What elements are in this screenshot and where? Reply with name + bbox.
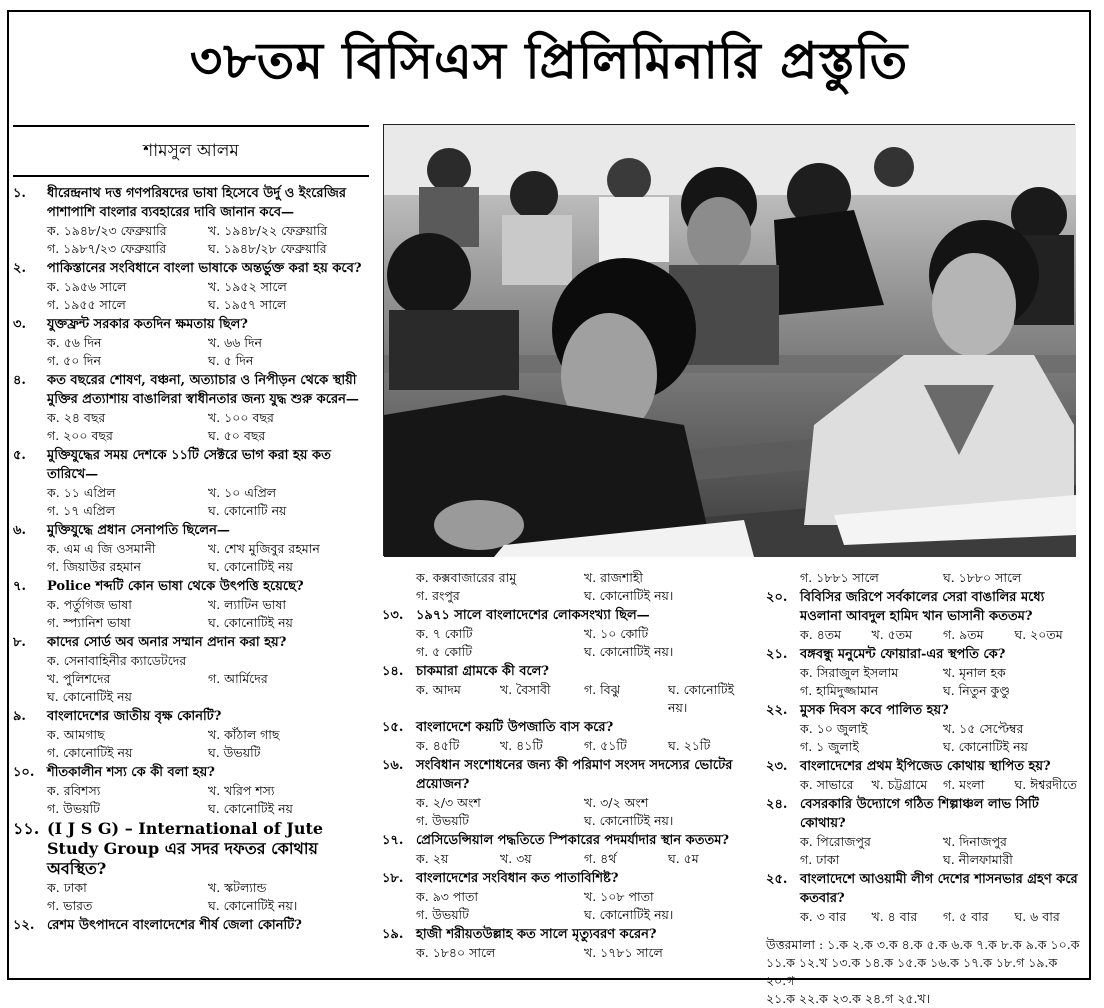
- question-12: ১২. রেশম উৎপাদনে বাংলাদেশের শীর্ষ জেলা কোনটি?: [13, 918, 302, 933]
- question-2: ২. পাকিস্তানের সংবিধানে বাংলা ভাষাকে অন্তর্ভুক্ত করা হয় কবে?: [13, 261, 362, 276]
- question-11: ১১. (I J S G) – International of Jute Study Group এর সদর দফতর কোথায় অবস্থিত?: [13, 819, 324, 878]
- author-byline: শামসুল আলম: [13, 125, 369, 177]
- question-7: ৭. Police শব্দটি কোন ভাষা থেকে উৎপত্তি হয়েছে?: [13, 579, 304, 594]
- question-6: ৬. মুক্তিযুদ্ধে প্রধান সেনাপতি ছিলেন—: [13, 523, 230, 538]
- question-24-options: ক. পিরোজপুর খ. দিনাজপুর গ. ঢাকা ঘ. নীলফামারী: [800, 834, 1013, 867]
- question-22: ২২. মুসক দিবস কবে পালিত হয়?: [766, 703, 949, 718]
- column-left: [13, 184, 369, 935]
- answer-key-line-2: ১১.ক ১২.খ ১৩.ক ১৪.ক ১৫.ক ১৬.ক ১৭.ক ১৮.গ ১৯.ক ২০.গ: [766, 955, 1058, 988]
- question-4: ৪. কত বছরের শোষণ, বঞ্চনা, অত্যাচার ও নিপীড়ন থেকে স্থায়ী মুক্তির প্রত্যাশায় বাঙালিরা স্বাধীনতার জন্য যুদ্ধ শুরু করেন—: [13, 373, 359, 407]
- question-24: ২৪. বেসরকারি উদ্যোগে গঠিত শিল্পাঞ্চল লাভ সিটি কোথায়?: [766, 797, 1039, 831]
- question-5-options: ক. ১১ এপ্রিল খ. ১০ এপ্রিল গ. ১৭ এপ্রিল ঘ. কোনোটি নয়: [47, 485, 287, 518]
- question-7-options: ক. পর্তুগিজ ভাষা খ. ল্যাটিন ভাষা গ. স্প্যানিশ ভাষা ঘ. কোনোটিই নয়: [47, 597, 293, 630]
- question-20-options: ক. ৪তম খ. ৫তম গ. ৯তম ঘ. ২০তম: [800, 627, 1063, 642]
- question-17-options: ক. ২য় খ. ৩য় গ. ৪র্থ ঘ. ৫ম: [416, 851, 699, 866]
- question-8: ৮. কাদের সোর্ড অব অনার সম্মান প্রদান করা হয়?: [13, 635, 287, 650]
- exam-hall-photo-graphic: [384, 125, 1076, 557]
- question-13-options: ক. ৭ কোটি খ. ১০ কোটি গ. ৫ কোটি ঘ. কোনোটিই নয়।: [416, 626, 674, 659]
- question-25: ২৫. বাংলাদেশে আওয়ামী লীগ দেশের শাসনভার গ্রহণ করে কতবার?: [766, 872, 1078, 906]
- question-10: ১০. শীতকালীন শস্য কে কী বলা হয়?: [13, 765, 215, 780]
- question-18-options: ক. ৯৩ পাতা খ. ১০৮ পাতা গ. উভয়টি ঘ. কোনোটিই নয়।: [416, 889, 674, 922]
- question-8-options-bc: খ. পুলিশদের গ. আর্মিদের: [47, 671, 268, 686]
- question-2-options: ক. ১৯৫৬ সালে খ. ১৯৫২ সালে গ. ১৯৫৫ সালে ঘ. ১৯৫৭ সালে: [47, 279, 287, 312]
- question-21-options: ক. সিরাজুল ইসলাম খ. মৃনাল হক গ. হামিদুজ্জামান ঘ. নিতুন কুণ্ডু: [800, 665, 1010, 698]
- question-25-options: ক. ৩ বার খ. ৪ বার গ. ৫ বার ঘ. ৬ বার: [800, 909, 1060, 924]
- question-3: ৩. যুক্তফ্রন্ট সরকার কতদিন ক্ষমতায় ছিল?: [13, 317, 248, 332]
- question-17: ১৭. প্রেসিডেন্সিয়াল পদ্ধতিতে স্পিকারের পদমর্যাদার স্থান কততম?: [382, 833, 730, 848]
- question-16: ১৬. সংবিধান সংশোধনের জন্য কী পরিমাণ সংসদ সদস্যের ভোটের প্রয়োজন?: [382, 758, 733, 792]
- question-5: ৫. মুক্তিযুদ্ধের সময় দেশকে ১১টি সেক্টরে ভাগ করা হয় কত তারিখে—: [13, 448, 331, 482]
- question-6-options: ক. এম এ জি ওসমানী খ. শেখ মুজিবুর রহমান গ. জিয়াউর রহমান ঘ. কোনোটিই নয়: [47, 541, 320, 574]
- question-23-options: ক. সাভারে খ. চট্টগ্রামে গ. মংলা ঘ. ঈশ্বরদীতে: [800, 777, 1077, 792]
- answer-key-line-3: ২১.ক ২২.ক ২৩.ক ২৪.গ ২৫.খ।: [766, 991, 931, 1006]
- question-16-options: ক. ২/৩ অংশ খ. ৩/২ অংশ গ. উভয়টি ঘ. কোনোটিই নয়।: [416, 795, 674, 828]
- question-18: ১৮. বাংলাদেশের সংবিধান কত পাতাবিশিষ্ট?: [382, 871, 619, 886]
- question-3-options: ক. ৫৬ দিন খ. ৬৬ দিন গ. ৫০ দিন ঘ. ৫ দিন: [47, 335, 262, 368]
- question-13: ১৩. ১৯৭১ সালে বাংলাদেশের লোকসংখ্যা ছিল—: [382, 608, 650, 623]
- question-14-options: ক. আদম খ. বৈসাবী গ. বিঝু ঘ. কোনোটিই নয়।: [416, 682, 735, 715]
- question-19: ১৯. হাজী শরীয়তউল্লাহ কত সালে মৃত্যুবরণ করেন?: [382, 927, 657, 942]
- exam-hall-photo: [383, 124, 1075, 556]
- question-19-options-ab: ক. ১৮৪০ সালে খ. ১৭৮১ সালে: [416, 945, 663, 960]
- question-10-options: ক. রবিশস্য খ. খরিপ শস্য গ. উভয়টি ঘ. কোনোটিই নয়: [47, 783, 293, 816]
- article-title: ৩৮তম বিসিএস প্রিলিমিনারি প্রস্তুতি: [189, 31, 909, 90]
- question-8-option-a: ক. সেনাবাহিনীর ক্যাডেটদের: [47, 653, 187, 668]
- article-frame: [7, 10, 1091, 1006]
- question-15-options: ক. ৪৫টি খ. ৪১টি গ. ৫১টি ঘ. ২১টি: [416, 738, 711, 753]
- column-middle: [382, 569, 752, 962]
- question-23: ২৩. বাংলাদেশের প্রথম ইপিজেড কোথায় স্থাপিত হয়?: [766, 759, 1051, 774]
- answer-key-line-1: উত্তরমালা : ১.ক ২.ক ৩.ক ৪.ক ৫.ক ৬.ক ৭.ক ৮.ক ৯.ক ১০.ক: [766, 937, 1080, 952]
- question-8-option-d: ঘ. কোনোটিই নয়: [47, 689, 132, 704]
- question-20: ২০. বিবিসির জরিপে সর্বকালের সেরা বাঙালির মধ্যে মওলানা আবদুল হামিদ খান ভাসানী কততম?: [766, 590, 1045, 624]
- question-22-options: ক. ১০ জুলাই খ. ১৫ সেপ্টেম্বর গ. ১ জুলাই ঘ. কোনোটিই নয়: [800, 721, 1028, 754]
- question-19-options-cd: গ. ১৮৮১ সালে ঘ. ১৮৮০ সালে: [800, 570, 1022, 585]
- question-9-options: ক. আমগাছ খ. কাঁঠাল গাছ গ. কোনোটিই নয় ঘ. উভয়টি: [47, 727, 280, 760]
- answer-key: [766, 936, 1086, 1008]
- question-4-options: ক. ২৪ বছর খ. ১০০ বছর গ. ২০০ বছর ঘ. ৫০ বছর: [47, 410, 274, 443]
- question-21: ২১. বঙ্গবন্ধু মনুমেন্ট ফোয়ারা-এর স্থপতি কে?: [766, 647, 1006, 662]
- question-1-options: ক. ১৯৪৮/২৩ ফেব্রুয়ারি খ. ১৯৪৮/২২ ফেব্রুয়ারি গ. ১৯৮৭/২৩ ফেব্রুয়ারি ঘ. ১৯৪৮/২৮ ফেব্রুয়ারি: [47, 223, 328, 256]
- question-15: ১৫. বাংলাদেশে কয়টি উপজাতি বাস করে?: [382, 720, 614, 735]
- question-1: ১. ধীরেন্দ্রনাথ দত্ত গণপরিষদের ভাষা হিসেবে উর্দু ও ইংরেজির পাশাপাশি বাংলার ব্যবহারের দাবি জানান কবে—: [13, 186, 347, 220]
- question-12-options: ক. কক্সবাজারের রামু খ. রাজশাহী গ. রংপুর ঘ. কোনোটিই নয়।: [416, 570, 674, 603]
- question-9: ৯. বাংলাদেশের জাতীয় বৃক্ষ কোনটি?: [13, 709, 222, 724]
- column-right: [766, 569, 1086, 1008]
- question-11-options: ক. ঢাকা খ. স্কটল্যান্ড গ. ভারত ঘ. কোনোটিই নয়।: [47, 880, 298, 913]
- question-14: ১৪. চাকমারা গ্রামকে কী বলে?: [382, 664, 549, 679]
